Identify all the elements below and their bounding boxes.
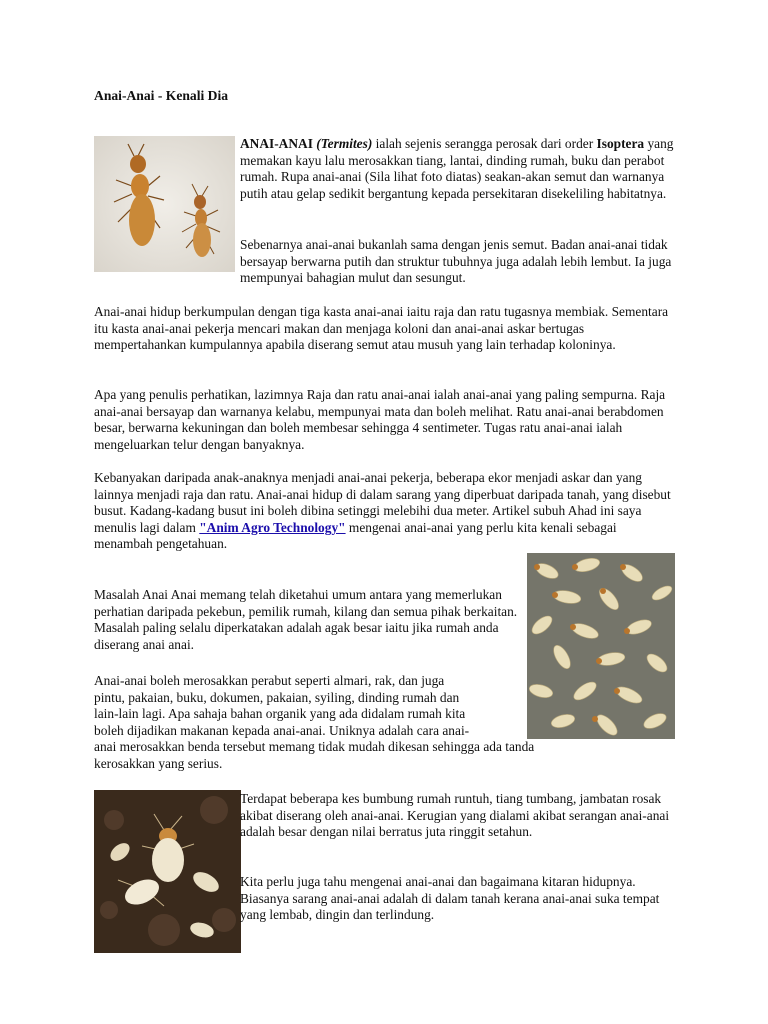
- termite-pair-photo: [94, 136, 235, 272]
- term-paren: (Termites): [316, 136, 373, 151]
- paragraph-problem: Masalah Anai Anai memang telah diketahui umum antara yang memerlukan perhatian daripada pekebun, pemilik rumah, kilang dan semua pihak berkaitan. Masalah paling selalu diperkatakan adalah agak besar iaitu jika rumah anda diserang anai anai.: [94, 587, 518, 652]
- paragraph-damage: [94, 673, 676, 773]
- damage-line: pintu, pakaian, buku, dokumen, pakaian, syiling, dinding rumah dan: [94, 689, 460, 705]
- termite-soil-photo: [94, 790, 241, 953]
- colony-text-b: mengenai anai-anai yang perlu kita kenali sebagai menambah pengetahuan.: [94, 519, 617, 552]
- damage-line: boleh dijadikan makanan kepada anai-anai. Uniknya adalah cara anai-: [94, 722, 470, 738]
- paragraph-difference: Sebenarnya anai-anai bukanlah sama dengan jenis semut. Badan anai-anai tidak bersayap berwarna putih dan struktur tubuhnya juga adalah lebih lembut. Ia juga mempunyai bahagian mulut dan sesungut.: [240, 237, 672, 286]
- intro-text-b: yang memakan kayu lalu merosakkan tiang, lantai, dinding rumah, buku dan perabot rumah. Rupa anai-anai (Sila lihat foto diatas) seakan-akan semut dan warnanya putih atau gelap sedikit bergantung kepada persekitaran disekeliling habitatnya.: [240, 136, 674, 201]
- damage-line: kerosakkan yang serius.: [94, 755, 223, 771]
- paragraph-losses: Terdapat beberapa kes bumbung rumah runtuh, tiang tumbang, jambatan rosak akibat diserang oleh anai-anai. Kerugian yang dialami akibat serangan anai-anai adalah besar dengan nilai berratus juta ringgit setahun.: [240, 791, 670, 840]
- document-title: Anai-Anai - Kenali Dia: [94, 88, 229, 103]
- colony-text-a: Kebanyakan daripada anak-anaknya menjadi anai-anai pekerja, beberapa ekor menjadi askar dan yang lainnya menjadi raja dan ratu. Anai-anai hidup di dalam sarang yang diperbuat daripada tanah, yang disebut busut. Kadang-kadang busut ini boleh dibina setinggi melebihi dua meter. Artikel subuh Ahad ini saya menulis lagi dalam: [94, 470, 671, 535]
- order-name: Isoptera: [596, 136, 645, 151]
- paragraph-lifecycle: Kita perlu juga tahu mengenai anai-anai dan bagaimana kitaran hidupnya. Biasanya sarang anai-anai adalah di dalam tanah kerana anai-anai suka tempat yang lembab, dingin dan terlindung.: [240, 874, 660, 923]
- damage-line: Anai-anai boleh merosakkan perabut seperti almari, rak, dan juga: [94, 673, 445, 688]
- anim-agro-link[interactable]: "Anim Agro Technology": [199, 519, 346, 535]
- intro-paragraph: [240, 136, 680, 202]
- term-label: ANAI-ANAI: [240, 136, 313, 151]
- paragraph-castes: Anai-anai hidup berkumpulan dengan tiga kasta anai-anai iaitu raja dan ratu tugasnya membiak. Sementara itu kasta anai-anai pekerja mencari makan dan menjaga koloni dan anai-anai askar bertugas mempertahankan kumpulannya apabila diserang semut atau musuh yang lain terhadap koloninya.: [94, 304, 669, 353]
- paragraph-colony: [94, 470, 676, 553]
- damage-line: anai merosakkan benda tersebut memang tidak mudah dikesan sehingga ada tanda: [94, 739, 535, 755]
- damage-line: lain-lain lagi. Apa sahaja bahan organik yang ada didalam rumah kita: [94, 706, 466, 722]
- paragraph-king-queen: Apa yang penulis perhatikan, lazimnya Raja dan ratu anai-anai ialah anai-anai yang paling sempurna. Raja anai-anai bersayap dan warnanya kelabu, mempunyai mata dan boleh melihat. Ratu anai-anai berabdomen besar, berwarna kekuningan dan boleh membesar sehingga 4 sentimeter. Tugas ratu anai-anai ialah mengeluarkan telur dengan banyaknya.: [94, 387, 666, 452]
- intro-text-a: ialah sejenis serangga perosak dari order: [372, 136, 597, 151]
